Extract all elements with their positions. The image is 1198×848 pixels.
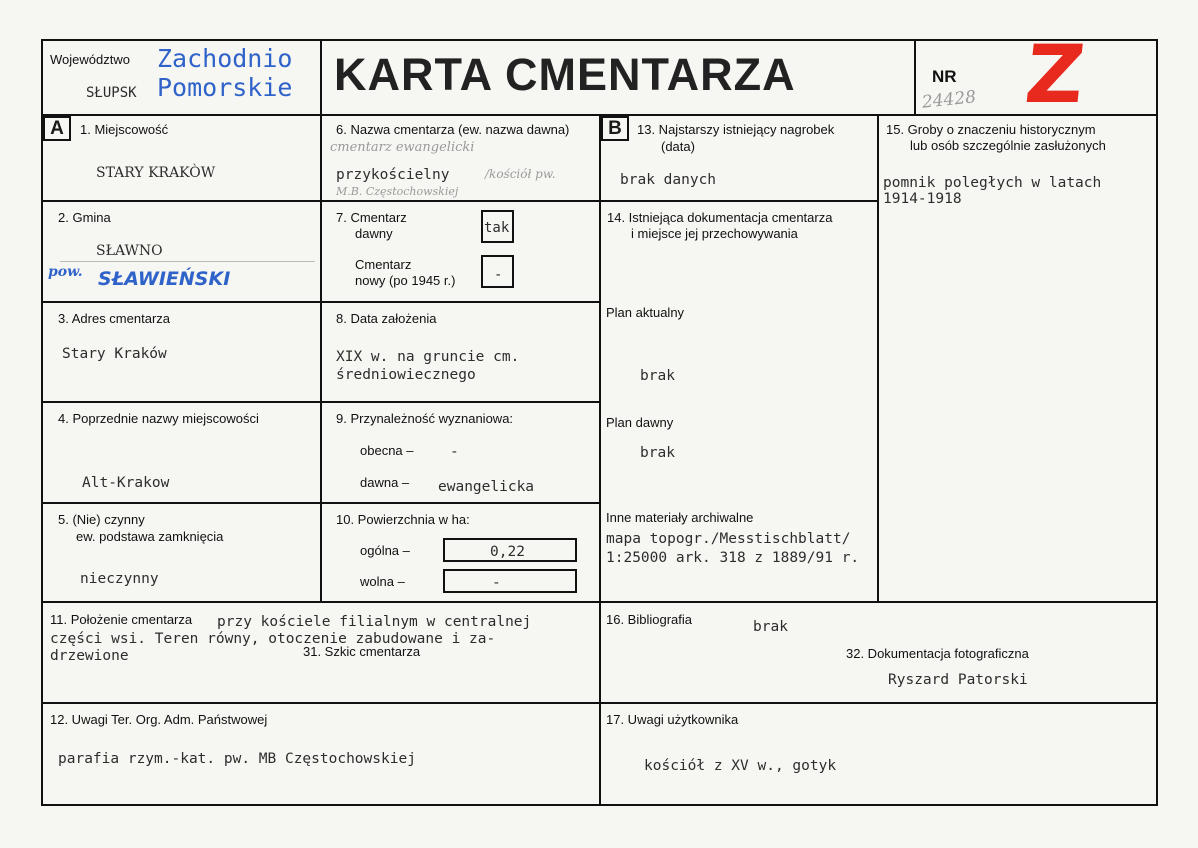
field-31-label: 31. Szkic cmentarza: [303, 644, 421, 659]
field-10-ogolna-value: 0,22: [490, 544, 525, 560]
field-3-value: Stary Kraków: [62, 346, 167, 362]
field-4-label: 4. Poprzednie nazwy miejscowości: [58, 411, 259, 426]
field-10-wolna-box: [443, 569, 577, 593]
field-11-value-line2: części wsi. Teren równy, otoczenie zabudowane i za-: [50, 631, 496, 647]
field-15-label: 15. Groby o znaczeniu historycznym: [886, 122, 1096, 137]
field-12-label: 12. Uwagi Ter. Org. Adm. Państwowej: [50, 712, 268, 727]
field-4-value: Alt-Krakow: [82, 475, 170, 491]
field-13-value: brak danych: [620, 172, 717, 188]
field-9-dawna-value: ewangelicka: [438, 479, 535, 495]
field-2-hand-prefix: pow.: [48, 264, 83, 280]
plan-dawny-value: brak: [640, 445, 675, 461]
field-16-value: brak: [753, 619, 788, 635]
field-7-checkbox-dawny-value: tak: [484, 220, 510, 236]
field-7-label-dawny-2: dawny: [355, 226, 393, 241]
field-7-checkbox-nowy: [481, 255, 514, 288]
field-7-checkbox-dawny: [481, 210, 514, 243]
field-10-wolna-label: wolna –: [360, 574, 405, 589]
field-2-underline: [60, 261, 315, 262]
field-5-label-cont: ew. podstawa zamknięcia: [76, 529, 224, 544]
field-7-label-nowy: Cmentarz: [355, 257, 412, 272]
field-32-value: Ryszard Patorski: [888, 672, 1028, 688]
field-10-label: 10. Powierzchnia w ha:: [336, 512, 470, 527]
field-15-value-line2: 1914-1918: [883, 191, 962, 207]
field-3-label: 3. Adres cmentarza: [58, 311, 170, 326]
field-5-label: 5. (Nie) czynny: [58, 512, 145, 527]
field-11-value-line1: przy kościele filialnym w centralnej: [217, 614, 532, 630]
nr-letter-marker: Z: [1021, 28, 1089, 121]
field-12-value: parafia rzym.-kat. pw. MB Częstochowskiej: [58, 751, 416, 767]
page-title: KARTA CMENTARZA: [334, 49, 796, 100]
wojewodztwo-typed: SŁUPSK: [86, 85, 137, 101]
field-11-value-line3: drzewione: [50, 648, 129, 664]
field-13-label: 13. Najstarszy istniejący nagrobek: [637, 122, 835, 137]
wojewodztwo-label: Województwo: [50, 52, 130, 67]
field-17-label: 17. Uwagi użytkownika: [606, 712, 739, 727]
column-divider: [914, 39, 916, 115]
field-11-label: 11. Położenie cmentarza: [50, 612, 193, 627]
wojewodztwo-stamp-line2: Pomorskie: [157, 73, 293, 102]
field-8-value-line1: XIX w. na gruncie cm.: [336, 349, 520, 365]
field-6-hand-line1: cmentarz ewangelicki: [330, 140, 475, 155]
field-32-label: 32. Dokumentacja fotograficzna: [846, 646, 1029, 661]
section-a-letter: A: [43, 116, 71, 141]
plan-aktualny-value: brak: [640, 368, 675, 384]
plan-aktualny-label: Plan aktualny: [606, 305, 685, 320]
field-17-value: kościół z XV w., gotyk: [644, 758, 837, 774]
field-16-label: 16. Bibliografia: [606, 612, 692, 627]
row-divider: [600, 200, 878, 202]
wojewodztwo-stamp-line1: Zachodnio: [157, 44, 293, 73]
field-8-label: 8. Data założenia: [336, 311, 437, 326]
plan-dawny-label: Plan dawny: [606, 415, 674, 430]
nr-handwritten: 24428: [921, 87, 977, 113]
field-14-label: 14. Istniejąca dokumentacja cmentarza: [607, 210, 833, 225]
field-5-value: nieczynny: [80, 571, 159, 587]
column-divider: [599, 114, 601, 806]
field-6-label: 6. Nazwa cmentarza (ew. nazwa dawna): [336, 122, 570, 137]
field-10-wolna-value: -: [492, 575, 501, 591]
field-1-label: 1. Miejscowość: [80, 122, 169, 137]
field-6-hand-suffix: /kościół pw.: [485, 167, 556, 181]
field-10-ogolna-label: ogólna –: [360, 543, 410, 558]
column-divider: [877, 114, 879, 602]
field-9-label: 9. Przynależność wyznaniowa:: [336, 411, 514, 426]
field-7-label-dawny: 7. Cmentarz: [336, 210, 407, 225]
field-8-value-line2: średniowiecznego: [336, 367, 476, 383]
field-15-value-line1: pomnik poległych w latach: [883, 175, 1102, 191]
inne-materialy-value-line2: 1:25000 ark. 318 z 1889/91 r.: [606, 550, 860, 566]
field-9-obecna-label: obecna –: [360, 443, 414, 458]
field-7-label-nowy-2: nowy (po 1945 r.): [355, 273, 456, 288]
inne-materialy-value-line1: mapa topogr./Messtischblatt/: [606, 531, 851, 547]
field-2-label: 2. Gmina: [58, 210, 111, 225]
field-14-label-cont: i miejsce jej przechowywania: [631, 226, 798, 241]
field-7-checkbox-nowy-value: -: [494, 267, 503, 283]
column-divider: [320, 39, 322, 602]
section-b-letter: B: [601, 116, 629, 141]
field-2-value: SŁAWNO: [96, 243, 163, 259]
inne-materialy-label: Inne materiały archiwalne: [606, 510, 754, 525]
field-9-obecna-value: -: [450, 444, 459, 460]
field-9-dawna-label: dawna –: [360, 475, 410, 490]
field-2-stamp: SŁAWIEŃSKI: [98, 268, 231, 290]
field-6-value: przykościelny: [336, 167, 450, 183]
field-13-label-cont: (data): [661, 139, 695, 154]
nr-label: NR: [932, 67, 957, 86]
field-6-hand-line2: M.B. Częstochowskiej: [336, 185, 459, 198]
field-15-label-cont: lub osób szczególnie zasłużonych: [910, 138, 1106, 153]
field-10-ogolna-box: [443, 538, 577, 562]
field-1-value: STARY KRAKÒW: [96, 165, 216, 181]
